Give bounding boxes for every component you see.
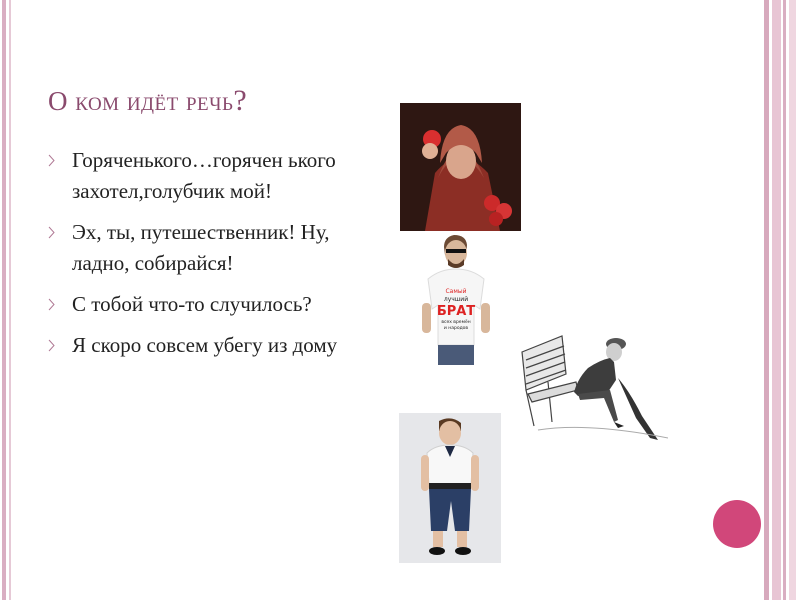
tshirt-text-line3: БРАТ (436, 304, 476, 319)
left-stripe-2 (9, 0, 11, 600)
right-stripe-3 (783, 0, 786, 600)
bullet-icon (48, 226, 58, 239)
accent-circle (713, 500, 761, 548)
bullet-text: Эх, ты, путешественник! Ну, ладно, собирайся! (72, 220, 330, 275)
boy-photo (399, 413, 501, 563)
right-stripe-2 (772, 0, 781, 600)
bullet-item (48, 217, 358, 279)
bullet-item (48, 145, 358, 207)
right-stripe-1 (764, 0, 769, 600)
bullet-item (48, 330, 358, 361)
bullet-icon (48, 298, 58, 311)
left-stripe-1 (2, 0, 6, 600)
bullet-text: Горяченького…горячен ького захотел,голубчик мой! (72, 148, 336, 203)
bullet-text: Я скоро совсем убегу из дому (72, 333, 338, 357)
bullet-text: С тобой что-то случилось? (72, 292, 312, 316)
bullet-list (48, 145, 358, 371)
bullet-item (48, 289, 358, 320)
tshirt-text-line5: и народов (443, 326, 469, 331)
slide-title-text: О ком идёт речь (48, 86, 234, 116)
slide-title (48, 84, 247, 118)
slide-title-question-mark: ? (233, 84, 248, 117)
man-photo (420, 233, 492, 365)
bullet-icon (48, 339, 58, 352)
tshirt-text-line1: Самый (445, 288, 467, 295)
right-stripe-4 (789, 0, 796, 600)
tshirt-text-line4: всех времён (441, 320, 471, 325)
grandma-photo (400, 103, 521, 231)
bullet-icon (48, 154, 58, 167)
tshirt-text-line2: лучший (443, 296, 469, 303)
oldman-drawing (518, 330, 668, 445)
